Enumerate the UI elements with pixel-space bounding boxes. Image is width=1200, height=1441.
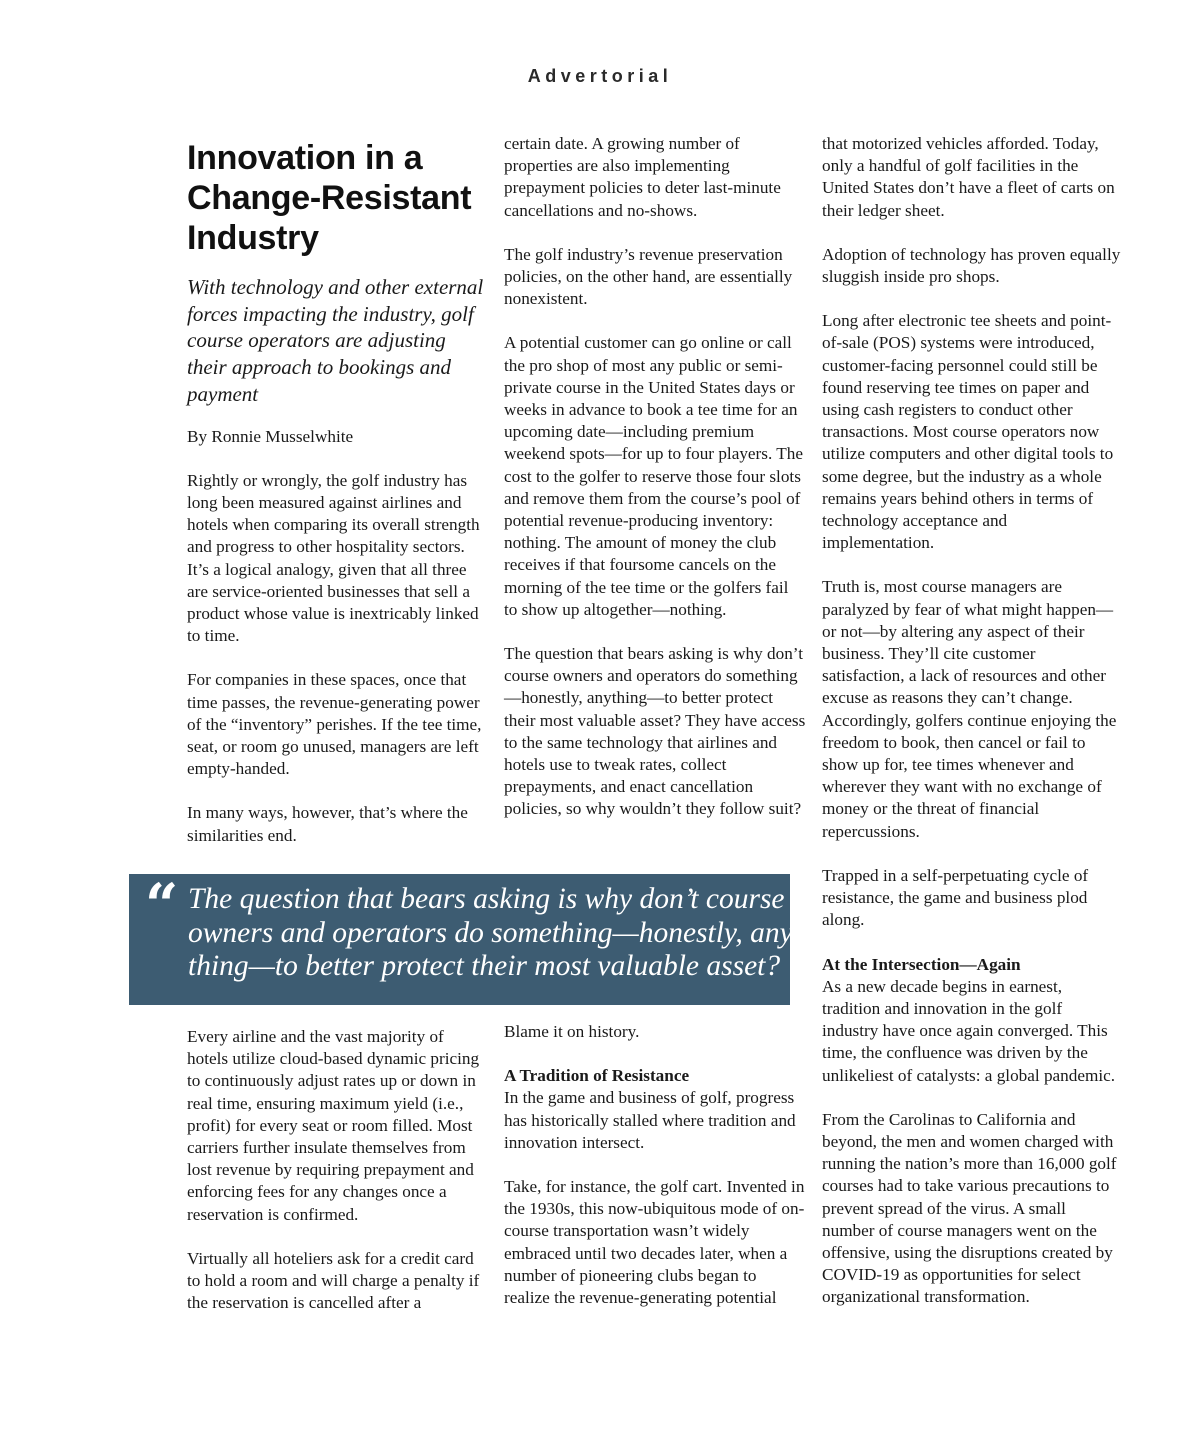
column-3 bbox=[822, 133, 1122, 1331]
body-paragraph: Trapped in a self-perpetuating cycle of resistance, the game and business plod along. bbox=[822, 865, 1089, 930]
quote-mark-icon: “ bbox=[145, 871, 179, 939]
body-paragraph: Virtually all hoteliers ask for a credit card to hold a room and will charge a penalty if the reservation is cancelled after a bbox=[187, 1248, 480, 1313]
body-paragraph: The golf industry’s revenue preservation policies, on the other hand, are essentially nonexistent. bbox=[504, 244, 793, 309]
body-paragraph: that motorized vehicles afforded. Today, only a handful of golf facilities in the United States don’t have a fleet of carts on their ledger sheet. bbox=[822, 134, 1115, 220]
article-deck: With technology and other external forces impacting the industry, golf course operators are adjusting their approach to bookings and payment bbox=[187, 275, 484, 406]
body-paragraph: In the game and business of golf, progress has historically stalled where tradition and innovation intersect. bbox=[504, 1088, 796, 1152]
title-line: Innovation in a bbox=[187, 139, 423, 177]
body-paragraph: The question that bears asking is why don’t course owners and operators do something—honestly, anything—to better protect their most valuable asset? They have access to the same technology that airlines and hotels use to tweak rates, collect prepayments, and enact cancellation policies, so why wouldn’t they follow suit? bbox=[504, 644, 806, 819]
body-paragraph: In many ways, however, that’s where the similarities end. bbox=[187, 803, 468, 845]
body-paragraph: As a new decade begins in earnest, tradition and innovation in the golf industry have once again converged. This time, the confluence was driven by the unlikeliest of catalysts: a global pandemic. bbox=[822, 976, 1116, 1085]
column-1-top bbox=[187, 138, 487, 869]
byline: By Ronnie Musselwhite bbox=[187, 426, 354, 446]
body-paragraph: Rightly or wrongly, the golf industry has long been measured against airlines and hotels when comparing its overall strength and progress to other hospitality sectors. It’s a logical analogy, given that all three are service-oriented businesses that sell a product whose value is inextricably linked to time. bbox=[187, 470, 480, 646]
body-paragraph: certain date. A growing number of properties are also implementing prepayment policies to deter last-minute cancellations and no-shows. bbox=[504, 134, 781, 220]
column-1-bottom bbox=[187, 1026, 487, 1336]
subhead: At the Intersection—Again bbox=[822, 954, 1021, 974]
section-label: Advertorial bbox=[527, 66, 673, 86]
body-paragraph: A potential customer can go online or call the pro shop of most any public or semi-private course in the United States days or weeks in advance to book a tee time for an upcoming date—including premium weekend spots—for up to four players. The cost to the golfer to reserve those four slots and remove them from the course’s pool of potential revenue-producing inventory: nothing. The amount of money the club receives if that foursome cancels on the morning of the tee time or the golfers fail to show up altogether—nothing. bbox=[504, 333, 803, 619]
pull-quote-text bbox=[188, 883, 803, 984]
body-paragraph: Every airline and the vast majority of hotels utilize cloud-based dynamic pricing to continuously adjust rates up or down in real time, ensuring maximum yield (i.e., profit) for every seat or room filled. Most carriers further insulate themselves from lost revenue by requiring prepayment and enforcing fees for any changes once a reservation is confirmed. bbox=[187, 1027, 480, 1224]
body-paragraph: Take, for instance, the golf cart. Invented in the 1930s, this now-ubiquitous mode of on-course transportation wasn’t widely embraced until two decades later, when a number of pioneering clubs began to realize the revenue-generating potential bbox=[504, 1177, 805, 1308]
body-paragraph: Long after electronic tee sheets and point-of-sale (POS) systems were introduced, customer-facing personnel could still be found reserving tee times on paper and using cash registers to conduct other transactions. Most course operators now utilize computers and other digital tools to some degree, but the industry as a whole remains years behind others in terms of technology acceptance and implementation. bbox=[822, 311, 1114, 553]
pull-quote-line: thing—to better protect their most valuable asset? bbox=[188, 950, 781, 982]
column-2-top bbox=[504, 133, 806, 843]
body-paragraph: From the Carolinas to California and beyond, the men and women charged with running the nation’s more than 16,000 golf courses had to take various precautions to prevent spread of the virus. A small number of course managers went on the offensive, using the disruptions created by COVID-19 as opportunities for select organizational transformation. bbox=[822, 1109, 1117, 1307]
body-paragraph: Adoption of technology has proven equally sluggish inside pro shops. bbox=[822, 244, 1121, 287]
pull-quote bbox=[129, 871, 803, 1005]
pull-quote-line: owners and operators do something—honestly, any- bbox=[188, 916, 803, 949]
pull-quote-line: The question that bears asking is why don’t course bbox=[188, 883, 785, 915]
body-paragraph: Truth is, most course managers are paralyzed by fear of what might happen—or not—by altering any aspect of their business. They’ll cite customer satisfaction, a lack of resources and other excuse as reasons they can’t change. Accordingly, golfers continue enjoying the freedom to book, then cancel or fail to show up for, tee times whenever and wherever they want with no exchange of money or the threat of financial repercussions. bbox=[822, 577, 1117, 841]
title-line: Industry bbox=[187, 219, 319, 257]
column-2-bottom bbox=[504, 1021, 806, 1331]
title-line: Change-Resistant bbox=[187, 179, 472, 217]
subhead: A Tradition of Resistance bbox=[504, 1066, 690, 1086]
body-paragraph: Blame it on history. bbox=[504, 1022, 640, 1041]
body-paragraph: For companies in these spaces, once that time passes, the revenue-generating power of the “inventory” perishes. If the tee time, seat, or room go unused, managers are left empty-handed. bbox=[187, 670, 482, 779]
article-title bbox=[187, 138, 487, 258]
